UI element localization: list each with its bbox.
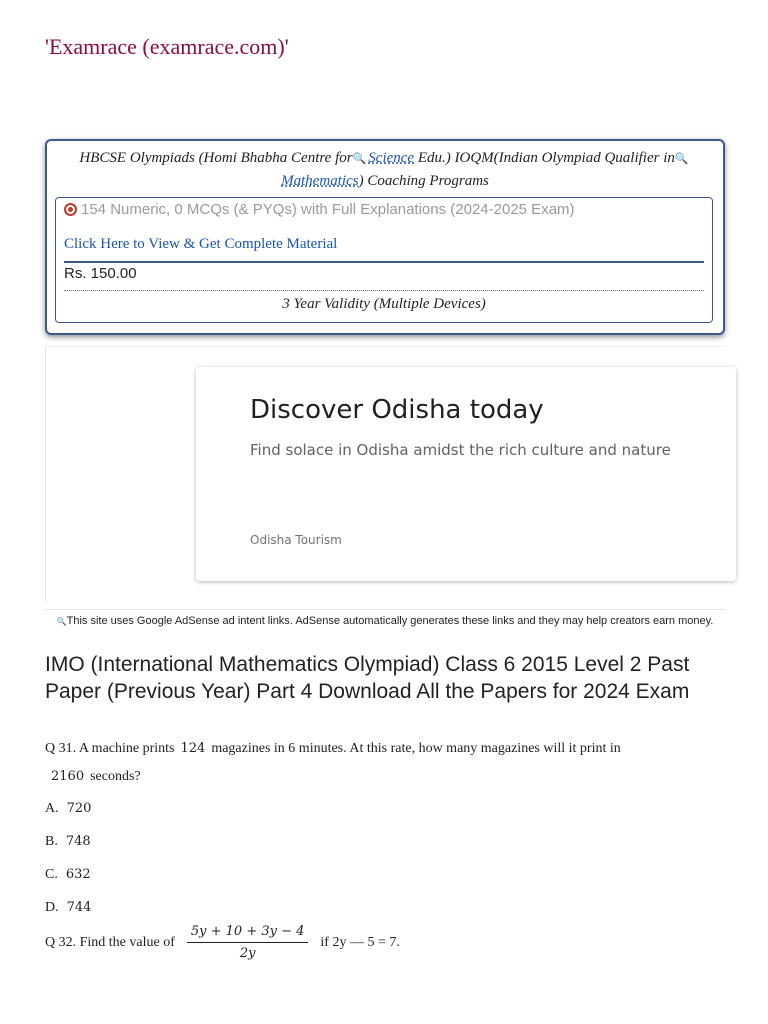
q31-option-b <box>45 834 91 850</box>
search-icon: 🔍 <box>674 153 689 165</box>
ad-card[interactable] <box>196 367 736 581</box>
divider <box>64 261 704 263</box>
option-label: C. <box>45 867 58 882</box>
q31-number-1: 124 <box>180 741 206 756</box>
q31-number-2: 2160 <box>51 769 85 784</box>
keyword-link-science[interactable] <box>353 150 415 166</box>
q32-prefix: Q 32. Find the value of <box>45 934 175 950</box>
promo-details <box>55 197 713 323</box>
keyword-mathematics-label: Mathematics <box>281 173 359 189</box>
option-label: D. <box>45 900 59 915</box>
page-title: IMO (International Mathematics Olympiad) Class 6 2015 Level 2 Past Paper (Previous Year) Part 4 Download All the Papers for 2024 Exam <box>45 653 690 703</box>
option-value: 632 <box>65 867 91 882</box>
price: Rs. 150.00 <box>64 265 137 282</box>
option-label: B. <box>45 834 58 849</box>
pyq-text: 154 Numeric, 0 MCQs (& PYQs) with Full Explanations (2024-2025 Exam) <box>81 201 575 218</box>
promo-box <box>45 139 725 335</box>
promo-heading-prefix: HBCSE Olympiads (Homi Bhabha Centre for <box>79 150 353 166</box>
q31-prefix: Q 31. A machine prints <box>45 741 175 756</box>
search-icon: 🔍 <box>56 617 67 626</box>
q32-fraction <box>187 924 309 961</box>
ad-description: Find solace in Odisha amidst the rich culture and nature <box>250 441 671 459</box>
promo-heading-suffix: ) Coaching Programs <box>358 173 489 189</box>
question-31 <box>45 735 735 791</box>
pyq-info <box>64 201 575 218</box>
ad-advertiser[interactable]: Odisha Tourism <box>250 533 342 547</box>
ad-title[interactable]: Discover Odisha today <box>250 395 544 425</box>
q32-suffix: if 2y — 5 = 7. <box>320 934 400 950</box>
get-material-link[interactable]: Click Here to View & Get Complete Material <box>64 236 338 252</box>
q31-suffix: seconds? <box>90 769 141 784</box>
keyword-science-label: Science <box>368 150 415 166</box>
promo-heading-middle: Edu.) IOQM(Indian Olympiad Qualifier in <box>417 150 675 166</box>
fraction-denominator: 2y <box>239 946 256 961</box>
q31-option-c <box>45 867 91 883</box>
option-value: 748 <box>65 834 91 849</box>
adsense-notice-text: This site uses Google AdSense ad intent links. AdSense automatically generates these links and they may help creators earn money. <box>66 615 714 627</box>
q31-middle: magazines in 6 minutes. At this rate, how many magazines will it print in <box>211 741 621 756</box>
ad-frame <box>45 346 725 602</box>
promo-heading <box>57 147 713 192</box>
option-label: A. <box>45 801 59 816</box>
fraction-numerator: 5y + 10 + 3y − 4 <box>187 924 309 943</box>
question-32 <box>45 924 400 961</box>
option-value: 744 <box>66 900 92 915</box>
target-icon <box>64 203 77 216</box>
q31-option-a <box>45 801 91 817</box>
validity-text: 3 Year Validity (Multiple Devices) <box>282 296 486 312</box>
adsense-notice <box>45 609 725 628</box>
option-value: 720 <box>66 801 92 816</box>
site-title[interactable]: 'Examrace (examrace.com)' <box>45 34 289 59</box>
divider <box>64 290 704 291</box>
q31-option-d <box>45 900 91 916</box>
search-icon: 🔍 <box>352 153 367 165</box>
